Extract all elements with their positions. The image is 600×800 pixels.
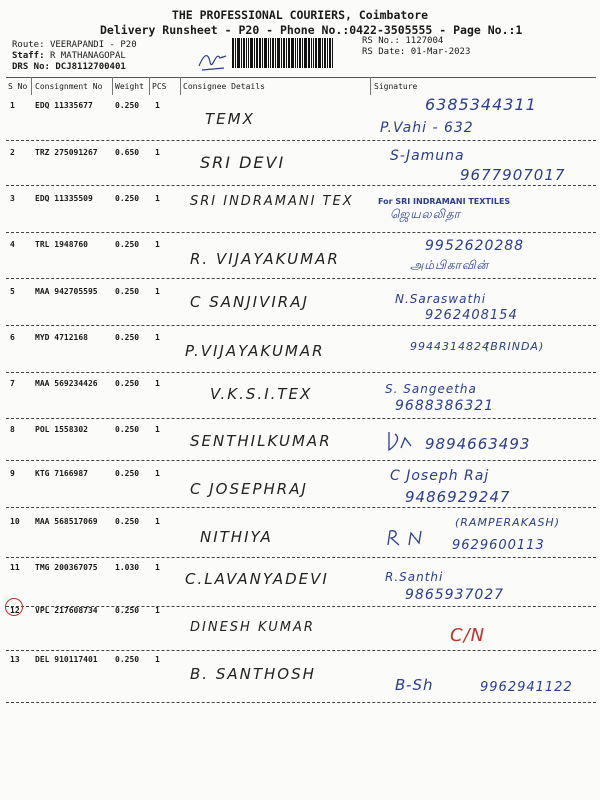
staff-line <box>12 51 126 61</box>
row-divider <box>6 372 596 373</box>
row-consignment: MAA 569234426 <box>35 379 98 388</box>
row-divider <box>6 460 596 461</box>
row-sno: 2 <box>10 148 15 157</box>
row-consignment: POL 1558302 <box>35 425 88 434</box>
rs-date-value: 01-Mar-2023 <box>410 47 471 57</box>
route-value: VEERAPANDI - P20 <box>49 40 137 50</box>
row-weight: 0.250 <box>115 194 140 203</box>
row-pcs: 1 <box>155 287 160 296</box>
row-sno: 10 <box>10 517 20 526</box>
row-sno: 3 <box>10 194 15 203</box>
rs-no-value: 1127004 <box>405 36 444 46</box>
col-consignment: Consignment No <box>35 82 103 91</box>
row-divider <box>6 702 596 703</box>
col-divider <box>149 77 150 95</box>
signature-name: B-Sh <box>395 676 434 694</box>
col-divider <box>370 77 371 95</box>
row-sno: 1 <box>10 101 15 110</box>
signature-phone: 9944314824 <box>410 340 490 353</box>
row-consignment: DEL 910117401 <box>35 655 98 664</box>
signature-scribble <box>385 428 417 454</box>
signature-phone: 9865937027 <box>405 587 505 603</box>
row-weight: 0.650 <box>115 148 140 157</box>
consignee-handwriting: C SANJIVIRAJ <box>190 293 309 311</box>
initials-scribble <box>196 44 230 74</box>
row-weight: 0.250 <box>115 333 140 342</box>
row-pcs: 1 <box>155 655 160 664</box>
drs-value: DCJ8112700401 <box>55 62 126 72</box>
row-divider <box>6 140 596 141</box>
row-divider <box>6 507 596 508</box>
consignee-handwriting: C JOSEPHRAJ <box>190 480 308 498</box>
row-sno: 12 <box>10 606 20 615</box>
route-label: Route: <box>12 40 45 50</box>
company-stamp: For SRI INDRAMANI TEXTILES <box>378 197 511 206</box>
signature-name: R.Santhi <box>385 570 444 584</box>
row-pcs: 1 <box>155 333 160 342</box>
row-sno: 8 <box>10 425 15 434</box>
consignee-handwriting: SRI DEVI <box>200 153 286 172</box>
route-line <box>12 40 137 50</box>
runsheet-subtitle: Delivery Runsheet - P20 - Phone No.:0422-3505555 - Page No.:1 <box>100 23 523 37</box>
row-weight: 0.250 <box>115 469 140 478</box>
signature-name: C Joseph Raj <box>390 468 490 484</box>
col-weight: Weight <box>115 82 144 91</box>
row-consignment: VPL 217608734 <box>35 606 98 615</box>
consignee-handwriting: SENTHILKUMAR <box>190 432 332 450</box>
rs-no-label: RS No.: <box>362 36 400 46</box>
signature-name: (RAMPERAKASH) <box>455 516 560 529</box>
consignee-handwriting: P.VIJAYAKUMAR <box>185 342 325 360</box>
col-divider <box>31 77 32 95</box>
rs-date-label: RS Date: <box>362 47 406 57</box>
row-consignment: TRL 1948760 <box>35 240 88 249</box>
row-weight: 0.250 <box>115 606 140 615</box>
row-sno: 5 <box>10 287 15 296</box>
signature-name: P.Vahi - 632 <box>380 120 474 136</box>
consignee-handwriting: V.K.S.I.TEX <box>210 385 313 403</box>
row-consignment: EDQ 11335677 <box>35 101 93 110</box>
col-divider <box>112 77 113 95</box>
col-signature: Signature <box>374 82 418 91</box>
row-sno: 6 <box>10 333 15 342</box>
rs-no-line <box>362 36 443 46</box>
row-pcs: 1 <box>155 148 160 157</box>
signature-name: N.Saraswathi <box>395 292 487 306</box>
row-divider <box>6 278 596 279</box>
signature-name: ஜெயலலிதா <box>390 207 461 221</box>
row-sno: 7 <box>10 379 15 388</box>
row-consignment: MAA 942705595 <box>35 287 98 296</box>
staff-label: Staff: <box>12 51 45 61</box>
signature-phone: 9629600113 <box>452 538 545 553</box>
consignee-handwriting: NITHIYA <box>200 528 273 546</box>
row-weight: 0.250 <box>115 287 140 296</box>
row-sno: 9 <box>10 469 15 478</box>
row-pcs: 1 <box>155 469 160 478</box>
cn-remark: C/N <box>450 625 486 646</box>
row-consignment: MYD 4712168 <box>35 333 88 342</box>
row-pcs: 1 <box>155 606 160 615</box>
row-weight: 0.250 <box>115 425 140 434</box>
row-weight: 0.250 <box>115 379 140 388</box>
row-sno: 4 <box>10 240 15 249</box>
row-consignment: EDQ 11335509 <box>35 194 93 203</box>
col-sno: S No <box>8 82 28 91</box>
row-pcs: 1 <box>155 101 160 110</box>
signature-phone: 9688386321 <box>395 398 495 414</box>
row-pcs: 1 <box>155 425 160 434</box>
signature-phone: 9486929247 <box>405 488 511 506</box>
signature-phone: 9262408154 <box>425 308 518 323</box>
signature-scribble <box>385 525 441 549</box>
row-sno: 11 <box>10 563 20 572</box>
row-divider <box>6 185 596 186</box>
row-pcs: 1 <box>155 240 160 249</box>
row-weight: 0.250 <box>115 101 140 110</box>
row-weight: 0.250 <box>115 517 140 526</box>
signature-phone: 9962941122 <box>480 680 573 695</box>
col-consignee: Consignee Details <box>183 82 265 91</box>
company-title: THE PROFESSIONAL COURIERS, Coimbatore <box>171 8 429 22</box>
drs-label: DRS No: <box>12 62 50 72</box>
row-divider <box>6 418 596 419</box>
consignee-handwriting: TEMX <box>205 110 255 128</box>
signature-phone: 9952620288 <box>425 238 525 254</box>
barcode <box>232 38 354 68</box>
row-divider <box>6 325 596 326</box>
consignee-handwriting: R. VIJAYAKUMAR <box>190 250 340 268</box>
consignee-handwriting: C.LAVANYADEVI <box>185 570 329 588</box>
row-weight: 1.030 <box>115 563 140 572</box>
col-pcs: PCS <box>152 82 167 91</box>
consignee-handwriting: DINESH KUMAR <box>190 620 315 635</box>
row-weight: 0.250 <box>115 655 140 664</box>
row-pcs: 1 <box>155 194 160 203</box>
signature-phone: 9677907017 <box>460 166 566 184</box>
signature-phone: 6385344311 <box>425 95 537 114</box>
signature-phone: 9894663493 <box>425 435 531 453</box>
signature-name: S. Sangeetha <box>385 382 477 396</box>
signature-name: S-Jamuna <box>390 148 465 164</box>
consignee-handwriting: B. SANTHOSH <box>190 665 316 683</box>
drs-line <box>12 62 126 72</box>
row-divider <box>6 650 596 651</box>
header-rule <box>6 77 596 78</box>
staff-value: R MATHANAGOPAL <box>49 51 126 61</box>
row-consignment: TMG 200367075 <box>35 563 98 572</box>
row-pcs: 1 <box>155 563 160 572</box>
row-divider <box>6 557 596 558</box>
row-sno: 13 <box>10 655 20 664</box>
row-weight: 0.250 <box>115 240 140 249</box>
row-pcs: 1 <box>155 517 160 526</box>
signature-name: (BRINDA) <box>485 340 545 353</box>
row-divider <box>6 232 596 233</box>
row-consignment: TRZ 275091267 <box>35 148 98 157</box>
row-consignment: MAA 568517069 <box>35 517 98 526</box>
signature-name: அம்பிகாவின் <box>410 258 490 272</box>
rs-date-line <box>362 47 470 57</box>
row-pcs: 1 <box>155 379 160 388</box>
col-divider <box>180 77 181 95</box>
consignee-handwriting: SRI INDRAMANI TEX <box>190 194 354 209</box>
row-consignment: KTG 7166987 <box>35 469 88 478</box>
